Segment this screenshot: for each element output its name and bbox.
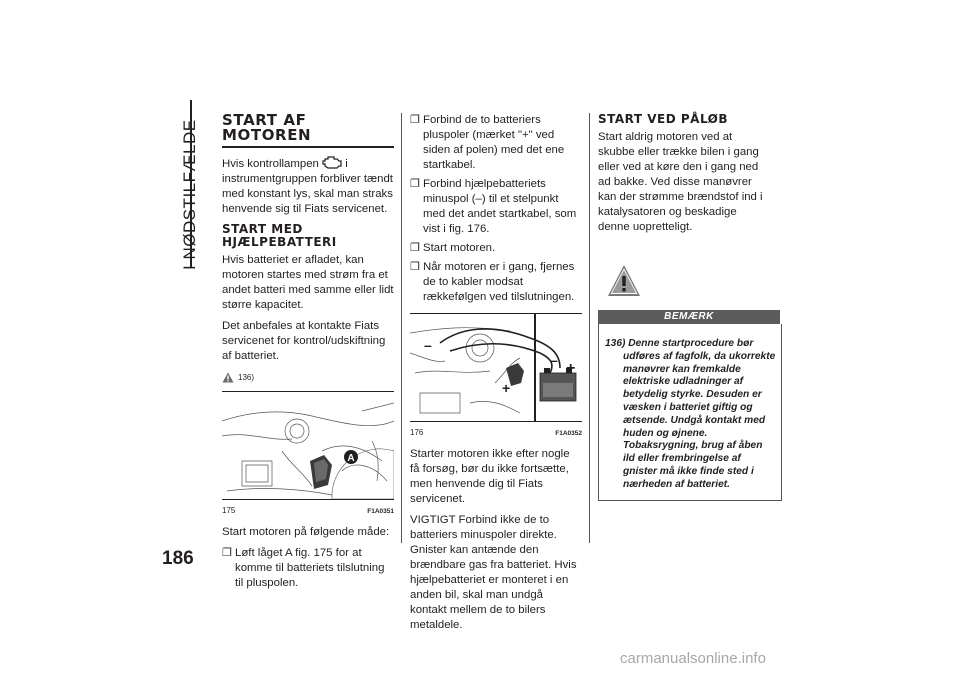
- watermark: carmanualsonline.info: [620, 650, 766, 667]
- figure-number: 176: [410, 428, 424, 437]
- figure-rule: [410, 421, 582, 422]
- heading-jump-start: START MED HJÆLPEBATTERI: [222, 222, 337, 249]
- step-text: Løft låget A fig. 175 for at komme til batteriets tilslutning til pluspolen.: [235, 547, 385, 589]
- heading-push-start: START VED PÅLØB: [598, 112, 729, 126]
- bullet-checkbox-icon: ❐: [222, 547, 232, 559]
- warning-reference: [222, 370, 394, 385]
- bullet-checkbox-icon: ❐: [410, 178, 420, 190]
- list-item: [410, 113, 582, 173]
- bullet-checkbox-icon: ❐: [410, 114, 420, 126]
- list-item: [410, 177, 582, 237]
- paragraph-contact-service: Det anbefales at kontakte Fiats servicenet for kontrol/udskiftning af batteriet.: [222, 320, 386, 362]
- plus-sign-battery: +: [566, 360, 576, 377]
- note-text: 136) Denne startprocedure bør udføres af fagfolk, da ukorrekte manøvrer kan fremkalde elektriske udladninger af betydelig styrke. Desuden er væsken i batteriet giftig og ætsende. Undgå kontakt med huden og øjnene. Tobaksrygning, brug af åben ild eller frembringelse af gnister må ikke finde sted i nærheden af batteriet.: [605, 338, 776, 490]
- step-text: Start motoren.: [423, 242, 496, 254]
- warning-ref-number: 136): [238, 373, 255, 382]
- list-item: [410, 260, 582, 305]
- step-text: Når motoren er i gang, fjernes de to kabler modsat rækkefølgen ved tilslutningen.: [423, 261, 575, 303]
- bullet-checkbox-icon: ❐: [410, 242, 420, 254]
- column-separator: [401, 113, 402, 543]
- figure-rule: [222, 499, 394, 500]
- note-box: [598, 324, 782, 501]
- lead-sentence: Start motoren på følgende måde:: [222, 526, 390, 538]
- plus-sign-vehicle: +: [502, 380, 511, 396]
- callout-a-label: A: [347, 453, 355, 464]
- intro-text-before: Hvis kontrollampen: [222, 158, 319, 170]
- list-item: [410, 241, 582, 256]
- column-separator: [589, 113, 590, 543]
- step-text: Forbind de to batteriers pluspoler (mærket "+" ved siden af polen) med det ene startkabel.: [423, 114, 565, 171]
- section-title: I NØDSTILFÆLDE: [180, 119, 199, 270]
- jump-cable-illustration: [410, 313, 582, 421]
- engine-bay-illustration: [222, 391, 394, 499]
- step-text: Forbind hjælpebatteriets minuspol (–) til et stelpunkt med det andet startkabel, som vist i fig. 176.: [423, 178, 577, 235]
- section-side-tab: [180, 100, 204, 270]
- minus-sign-battery: –: [550, 352, 558, 368]
- page-number: 186: [162, 548, 194, 569]
- figure-number: 175: [222, 506, 236, 515]
- intro-text-after: i instrumentgruppen forbliver tændt med konstant lys, skal man straks henvende sig til Fiats servicenet.: [222, 158, 393, 215]
- engine-warning-lamp-icon: [322, 156, 342, 169]
- figure-175: [222, 391, 394, 517]
- figure-code: F1A0352: [555, 430, 582, 437]
- paragraph-push-start: Start aldrig motoren ved at skubbe eller trække bilen i gang eller ved at køre den i gang ned ad bakke. Ved disse manøvrer kan der strømme brændstof ind i katalysatoren og beskadige denne uopretteligt.: [598, 131, 763, 233]
- figure-176: [410, 313, 582, 439]
- figure-code: F1A0351: [367, 508, 394, 515]
- note-header: BEMÆRK: [598, 310, 780, 324]
- warning-triangle-icon: [606, 263, 642, 299]
- bullet-checkbox-icon: ❐: [410, 261, 420, 273]
- column-2: [410, 113, 582, 639]
- column-1: [222, 113, 394, 595]
- paragraph-important: VIGTIGT Forbind ikke de to batteriers minuspoler direkte. Gnister kan antænde den brændbare gas fra batteriet. Hvis hjælpebatteriet er monteret i en anden bil, skal man undgå kontakt mellem de to bilers metaldele.: [410, 514, 577, 631]
- warning-triangle-icon: [222, 372, 234, 383]
- column-3: [598, 112, 776, 501]
- list-item: [222, 546, 394, 591]
- paragraph-retry: Starter motoren ikke efter nogle få forsøg, bør du ikke fortsætte, men henvende dig til Fiats servicenet.: [410, 448, 570, 505]
- heading-start-engine: START AF MOTOREN: [222, 113, 394, 148]
- paragraph-battery-discharged: Hvis batteriet er afladet, kan motoren startes med strøm fra et andet batteri med samme eller lidt større kapacitet.: [222, 254, 394, 311]
- minus-sign-ground: –: [424, 337, 432, 353]
- intro-paragraph: [222, 156, 394, 217]
